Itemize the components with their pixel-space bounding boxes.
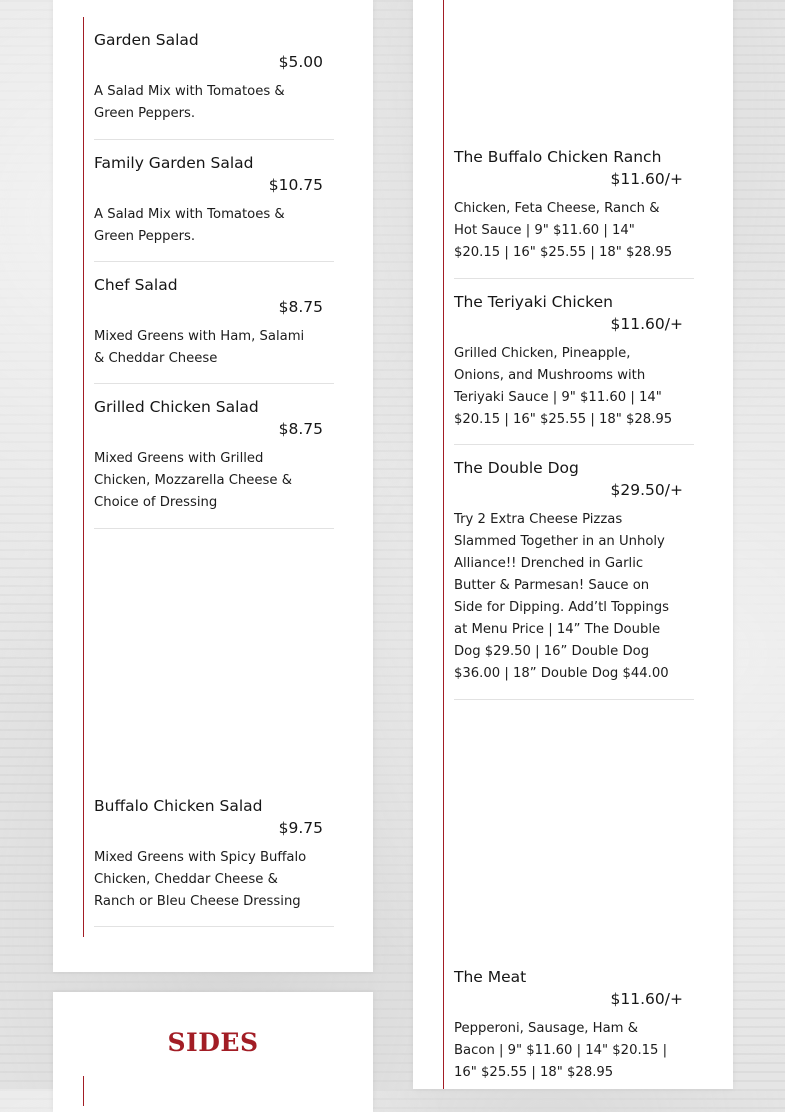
menu-item[interactable] <box>94 398 334 529</box>
menu-item[interactable] <box>94 31 334 140</box>
item-price: $10.75 <box>268 176 323 194</box>
item-description: Grilled Chicken, Pineapple, Onions, and Mushrooms with Teriyaki Sauce | 9" $11.60 | 14" $20.15 | 16" $25.55 | 18" $28.95 <box>454 346 673 427</box>
item-description: Mixed Greens with Spicy Buffalo Chicken, Cheddar Cheese & Ranch or Bleu Cheese Dressing <box>94 850 307 909</box>
item-description: A Salad Mix with Tomatoes & Green Peppers. <box>94 84 285 121</box>
item-price: $8.75 <box>278 420 323 438</box>
item-description: Mixed Greens with Grilled Chicken, Mozzarella Cheese & Choice of Dressing <box>94 451 292 510</box>
salad-menu-card <box>53 0 373 972</box>
accent-rail <box>83 1076 84 1106</box>
accent-rail <box>83 17 84 937</box>
menu-item[interactable] <box>94 154 334 262</box>
item-price: $11.60/+ <box>610 170 683 188</box>
item-name: Garden Salad <box>94 31 199 49</box>
sides-menu-card <box>53 992 373 1112</box>
menu-item[interactable] <box>454 968 694 1089</box>
item-name: The Double Dog <box>454 459 579 477</box>
item-name: The Meat <box>454 968 527 986</box>
item-description: Mixed Greens with Ham, Salami & Cheddar Cheese <box>94 329 305 366</box>
menu-item[interactable] <box>454 148 694 279</box>
item-price: $8.75 <box>278 298 323 316</box>
menu-item[interactable] <box>94 797 334 927</box>
menu-item[interactable] <box>454 293 694 445</box>
item-price: $11.60/+ <box>610 990 683 1008</box>
item-price: $5.00 <box>278 53 323 71</box>
item-description: A Salad Mix with Tomatoes & Green Peppers. <box>94 207 285 244</box>
menu-item[interactable] <box>94 276 334 384</box>
menu-item[interactable] <box>454 459 694 700</box>
pizza-menu-card <box>413 0 733 1089</box>
item-name: Buffalo Chicken Salad <box>94 797 263 815</box>
item-price: $11.60/+ <box>610 315 683 333</box>
item-name: The Teriyaki Chicken <box>454 293 613 311</box>
item-price: $9.75 <box>278 819 323 837</box>
item-name: Grilled Chicken Salad <box>94 398 259 416</box>
item-name: The Buffalo Chicken Ranch <box>454 148 662 166</box>
section-title: SIDES <box>167 1028 259 1057</box>
item-description: Pepperoni, Sausage, Ham & Bacon | 9" $11.60 | 14" $20.15 | 16" $25.55 | 18" $28.95 <box>454 1021 668 1080</box>
item-price: $29.50/+ <box>610 481 683 499</box>
item-description: Chicken, Feta Cheese, Ranch & Hot Sauce | 9" $11.60 | 14" $20.15 | 16" $25.55 | 18" $28.95 <box>454 201 673 260</box>
item-description: Try 2 Extra Cheese Pizzas Slammed Together in an Unholy Alliance!! Drenched in Garlic Butter & Parmesan! Sauce on Side for Dipping. Add’tl Toppings at Menu Price | 14” The Double Dog $29.50 | 16” Double Dog $36.00 | 18” Double Dog $44.00 <box>454 512 670 681</box>
item-name: Chef Salad <box>94 276 178 294</box>
item-name: Family Garden Salad <box>94 154 254 172</box>
accent-rail <box>443 0 444 1089</box>
